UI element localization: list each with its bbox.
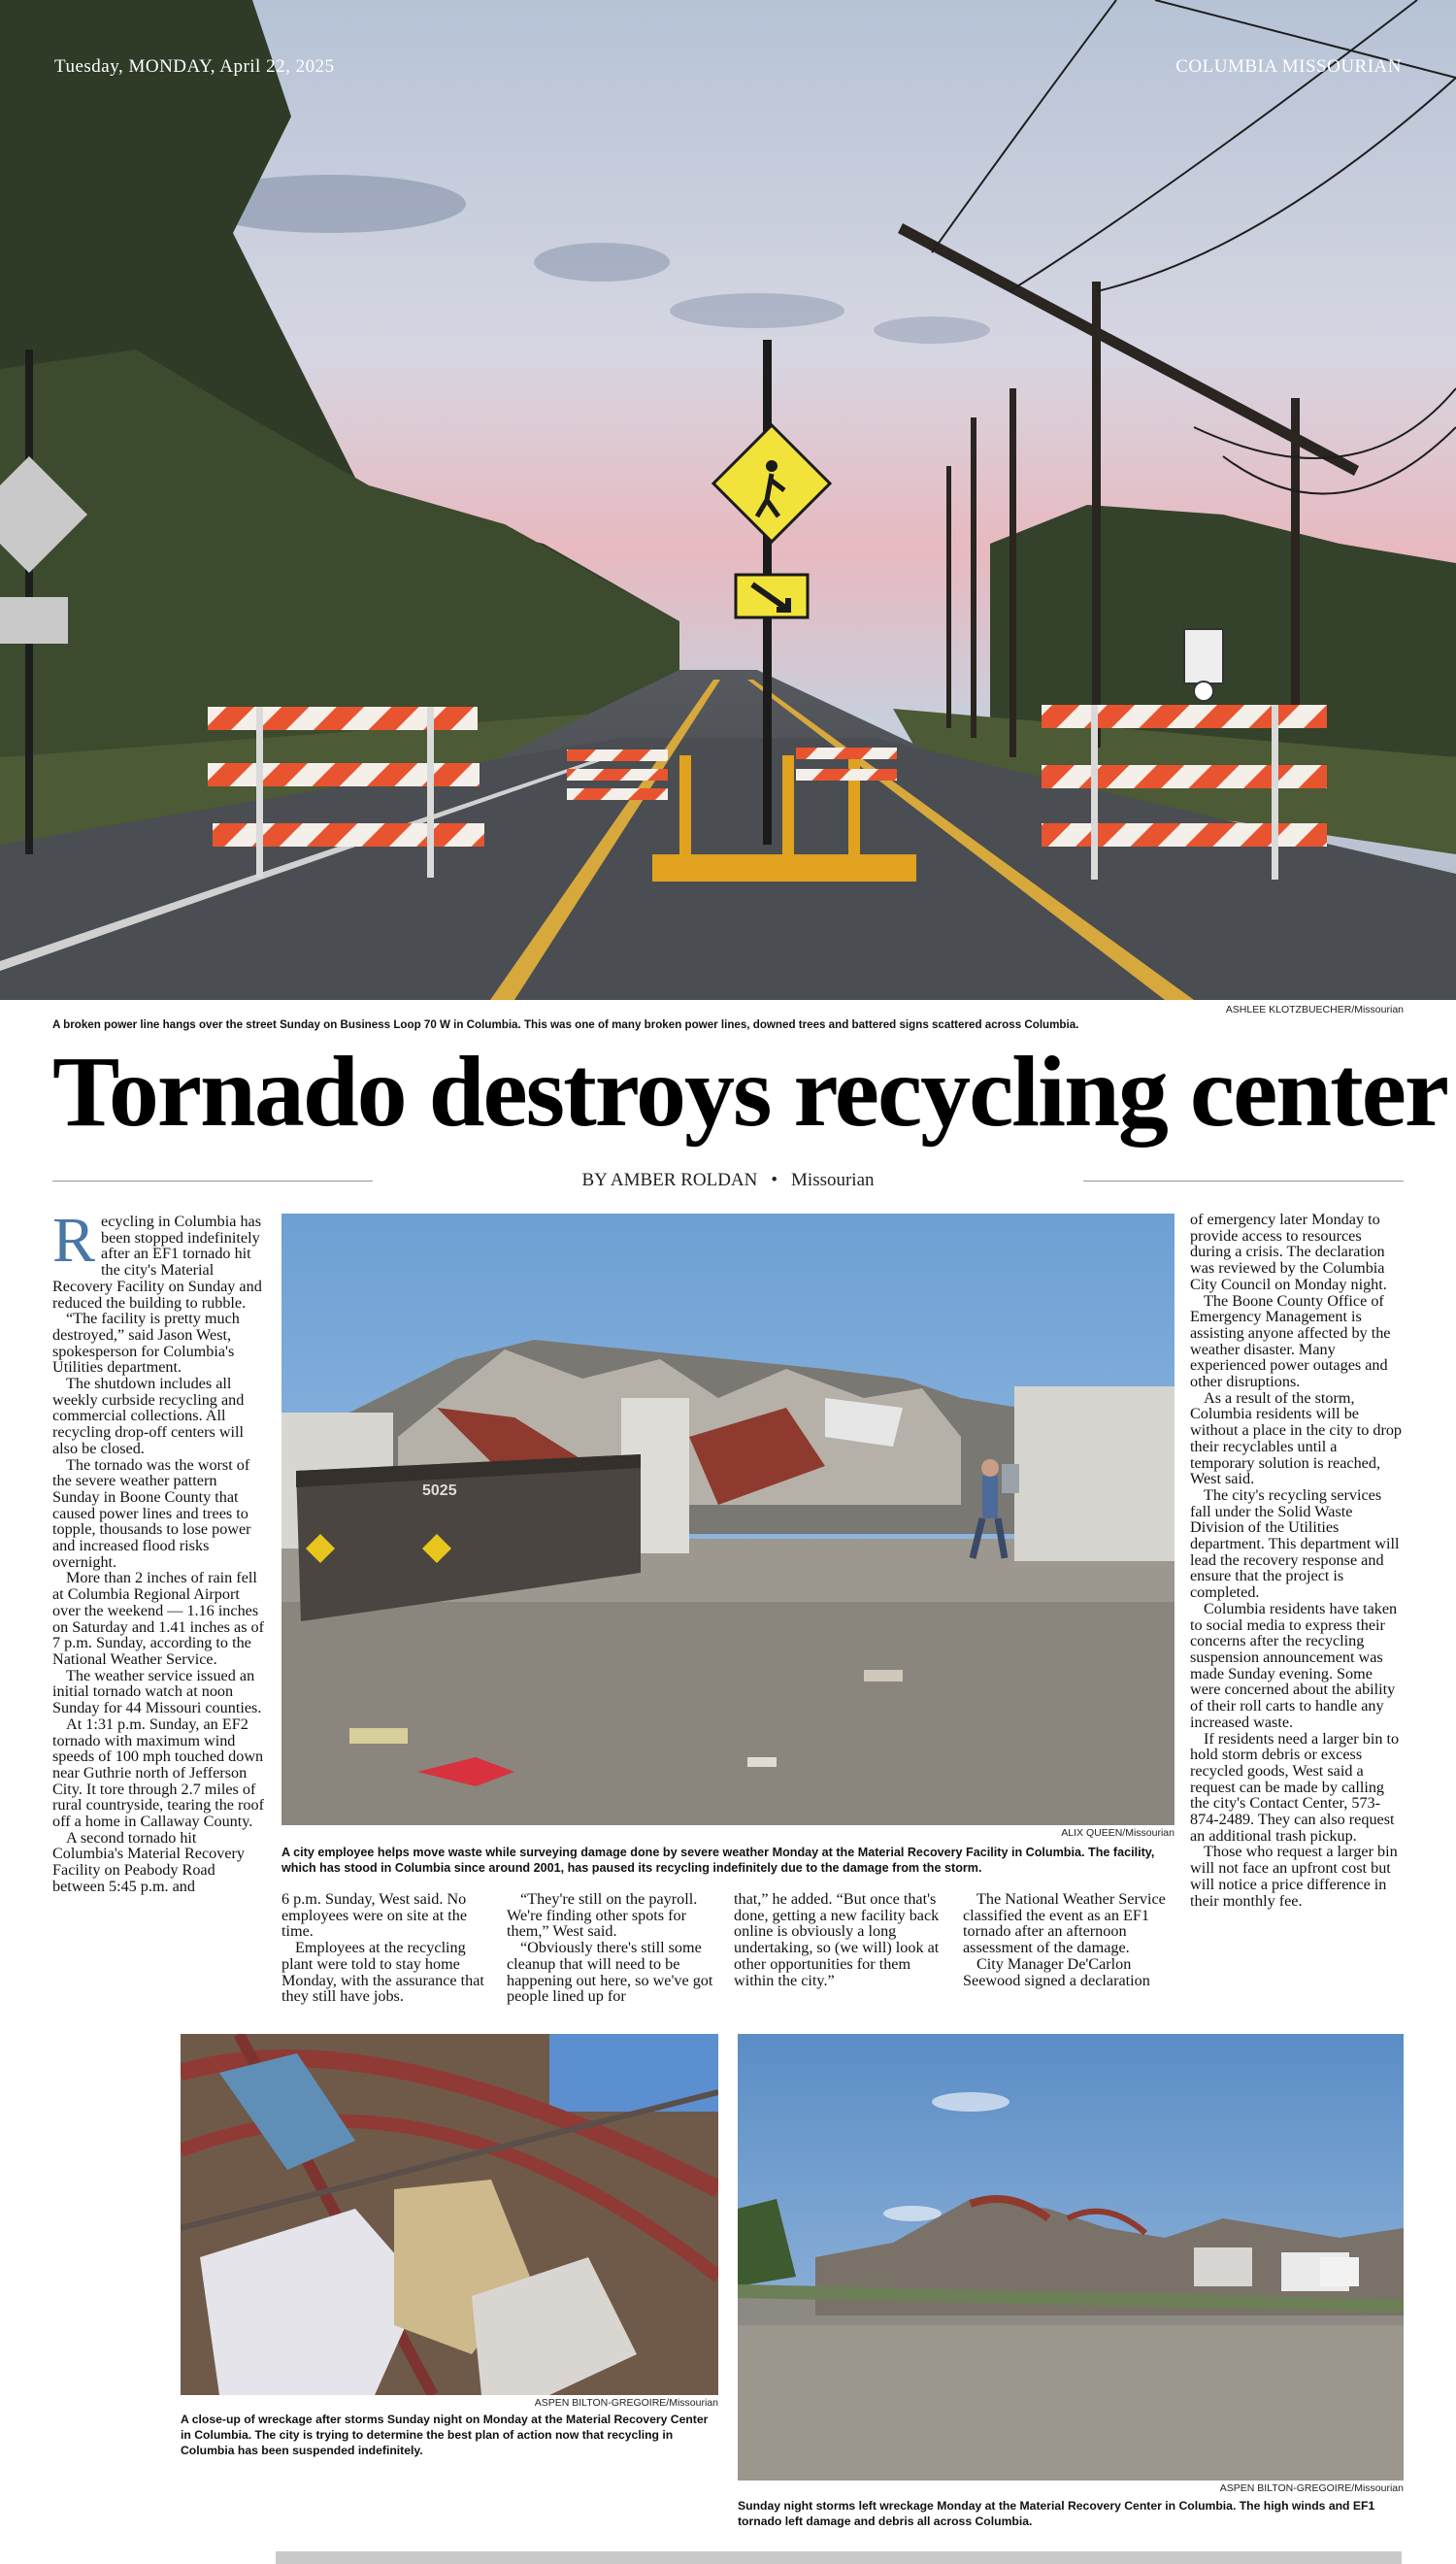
article-column-4 bbox=[734, 1891, 943, 1988]
paragraph: If residents need a larger bin to hold storm debris or excess recycled goods, West said a request can be made by calling the city's Contact Center, 573-874-2489. They can also request an additional trash pickup. bbox=[1190, 1729, 1400, 1845]
main-photo bbox=[281, 1214, 1175, 1825]
paragraph: “They're still on the payroll. We're finding other spots for them,” West said. bbox=[507, 1890, 698, 1941]
paragraph: More than 2 inches of rain fell at Columbia Regional Airport over the weekend — 1.16 inches on Saturday and 1.41 inches as of 7 p.m. Sunday, according to the National Weather Service. bbox=[52, 1569, 265, 1668]
paragraph: Those who request a larger bin will not face an upfront cost but will notice a price difference in their monthly fee. bbox=[1190, 1843, 1398, 1910]
paragraph: City Manager De'Carlon Seewood signed a declaration bbox=[963, 1954, 1150, 1989]
wreckage-closeup-photo bbox=[181, 2034, 718, 2395]
paragraph: At 1:31 p.m. Sunday, an EF2 tornado with maximum wind speeds of 100 mph touched down near Guthrie north of Jefferson City. It tore through 2.7 miles of rural countryside, tearing the roof off a home in Callaway County. bbox=[52, 1715, 265, 1831]
recovery-center-wide-photo bbox=[738, 2034, 1404, 2481]
recovery-center-wide-caption: Sunday night storms left wreckage Monday at the Material Recovery Center in Columbia. The high winds and EF1 tornado left damage and debris all across Columbia. bbox=[738, 2499, 1375, 2528]
dumpster-number: 5025 bbox=[422, 1482, 457, 1499]
paragraph: As a result of the storm, Columbia residents will be without a place in the city to drop their recyclables until a temporary solution is reached, West said. bbox=[1190, 1388, 1403, 1488]
headline: Tornado destroys recycling center bbox=[52, 1036, 1448, 1148]
main-photo-caption: A city employee helps move waste while surveying damage done by severe weather Monday at the Material Recovery Facility in Columbia. The facility, which has stood in Columbia since around 2001, has paused its recycling indefinitely due to the damage from the storm. bbox=[281, 1846, 1155, 1875]
main-photo-credit: ALIX QUEEN/Missourian bbox=[1061, 1827, 1175, 1839]
drop-cap: R bbox=[52, 1205, 96, 1276]
article-column-6 bbox=[1190, 1212, 1406, 1909]
hero-photo-image bbox=[0, 0, 1456, 1000]
paragraph: The Boone County Office of Emergency Management is assisting anyone affected by the weather disaster. Many experienced power outages and other disruptions. bbox=[1190, 1291, 1391, 1391]
paragraph: The tornado was the worst of the severe weather pattern Sunday in Boone County that caused power lines and trees to topple, thousands to lose power and increased flood risks overnight. bbox=[52, 1455, 251, 1571]
folio-date: Tuesday, MONDAY, April 22, 2025 bbox=[54, 56, 335, 77]
paragraph: A second tornado hit Columbia's Material Recovery Facility on Peabody Road between 5:45 p.m. and bbox=[52, 1828, 246, 1895]
article-column-3 bbox=[507, 1891, 715, 2005]
byline bbox=[0, 1170, 1456, 1191]
recovery-center-wide-credit: ASPEN BILTON-GREGOIRE/Missourian bbox=[1219, 2482, 1404, 2494]
paragraph: Columbia residents have taken to social media to express their concerns after the recycling suspension announcement was made Sunday evening. Some were concerned about the ability of their roll carts to handle any increased waste. bbox=[1190, 1599, 1398, 1731]
main-photo-image bbox=[281, 1214, 1175, 1825]
wreckage-closeup-image bbox=[181, 2034, 718, 2395]
paragraph: “The facility is pretty much destroyed,” said Jason West, spokesperson for Columbia's Utilities department. bbox=[52, 1310, 240, 1377]
paragraph: The weather service issued an initial tornado watch at noon Sunday for 44 Missouri counties. bbox=[52, 1666, 262, 1717]
folio-publication: COLUMBIA MISSOURIAN bbox=[1175, 56, 1402, 77]
paragraph: Employees at the recycling plant were told to stay home Monday, with the assurance that they still have jobs. bbox=[281, 1939, 484, 2006]
hero-caption: A broken power line hangs over the street Sunday on Business Loop 70 W in Columbia. This was one of many broken power lines, downed trees and battered signs scattered across Columbia. bbox=[52, 1018, 1079, 1031]
print-registration-bar bbox=[276, 2551, 1402, 2564]
paragraph: The city's recycling services fall under the Solid Waste Division of the Utilities department. This department will lead the recovery response and ensure that the project is completed. bbox=[1190, 1485, 1400, 1602]
byline-author: BY AMBER ROLDAN bbox=[581, 1170, 758, 1190]
paragraph: The National Weather Service classified the event as an EF1 tornado after an afternoon assessment of the damage. bbox=[963, 1890, 1166, 1957]
wreckage-closeup-credit: ASPEN BILTON-GREGOIRE/Missourian bbox=[534, 2397, 718, 2409]
paragraph: of emergency later Monday to provide access to resources during a crisis. The declaration was reviewed by the Columbia City Council on Monday night. bbox=[1190, 1211, 1387, 1293]
hero-credit: ASHLEE KLOTZBUECHER/Missourian bbox=[1225, 1004, 1404, 1016]
paragraph: that,” he added. “But once that's done, getting a new facility back online is obviously a long undertaking, so (we will) look at other opportunities for them within the city.” bbox=[734, 1890, 940, 1989]
hero-photo bbox=[0, 0, 1456, 1000]
byline-outlet: Missourian bbox=[791, 1170, 875, 1190]
article-column-1 bbox=[52, 1205, 266, 1895]
article-column-5 bbox=[963, 1891, 1175, 1988]
article-lead-paragraph bbox=[52, 1205, 266, 1312]
wreckage-closeup-caption: A close-up of wreckage after storms Sunday night on Monday at the Material Recovery Center in Columbia. The city is trying to determine the best plan of action now that recycling in Columbia has been suspended indefinitely. bbox=[181, 2413, 709, 2457]
paragraph: ecycling in Columbia has been stopped indefinitely after an EF1 tornado hit the city's Material Recovery Facility on Sunday and reduced the building to rubble. bbox=[52, 1213, 262, 1312]
byline-separator: • bbox=[771, 1170, 778, 1190]
recovery-center-wide-image bbox=[738, 2034, 1404, 2481]
paragraph: 6 p.m. Sunday, West said. No employees were on site at the time. bbox=[281, 1890, 468, 1941]
article-column-2 bbox=[281, 1891, 490, 2005]
paragraph: “Obviously there's still some cleanup that will need to be happening out here, so we've got people lined up for bbox=[507, 1939, 713, 2006]
paragraph: The shutdown includes all weekly curbside recycling and commercial collections. All recycling drop-off centers will also be closed. bbox=[52, 1375, 245, 1457]
